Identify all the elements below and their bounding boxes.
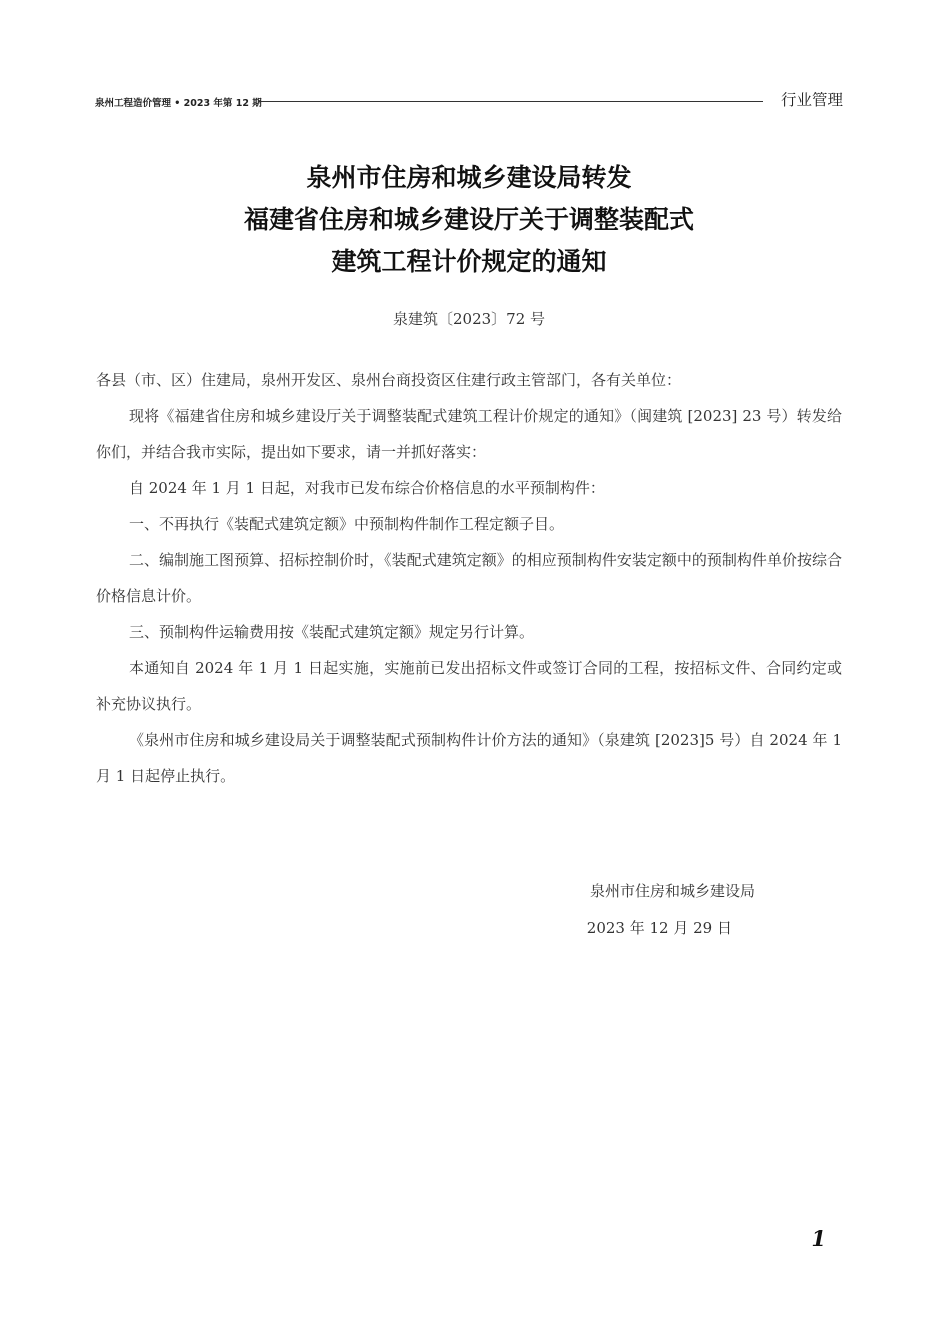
document-body: [96, 362, 842, 794]
document-title: [0, 157, 938, 283]
header-rule: [258, 101, 763, 102]
paragraph-item-3: 三、预制构件运输费用按《装配式建筑定额》规定另行计算。: [129, 623, 535, 641]
paragraph-repeal: 《泉州市住房和城乡建设局关于调整装配式预制构件计价方法的通知》（泉建筑 [2023]5 号）自 2024 年 1 月 1 日起停止执行。: [96, 731, 842, 785]
paragraph-forward: 现将《福建省住房和城乡建设厅关于调整装配式建筑工程计价规定的通知》（闽建筑 [2023] 23 号）转发给你们，并结合我市实际，提出如下要求，请一并抓好落实：: [96, 407, 842, 461]
paragraph-scope: 自 2024 年 1 月 1 日起，对我市已发布综合价格信息的水平预制构件：: [129, 479, 605, 497]
title-line-3: 建筑工程计价规定的通知: [331, 247, 607, 276]
page-number: 1: [811, 1226, 826, 1251]
salutation: 各县（市、区）住建局，泉州开发区、泉州台商投资区住建行政主管部门，各有关单位：: [96, 371, 682, 389]
document-number: 泉建筑〔2023〕72 号: [392, 310, 546, 328]
page-header: [95, 88, 843, 112]
title-line-2: 福建省住房和城乡建设厅关于调整装配式: [243, 205, 694, 234]
section-label: 行业管理: [780, 91, 843, 109]
signature-organization: 泉州市住房和城乡建设局: [589, 882, 755, 900]
title-line-1: 泉州市住房和城乡建设局转发: [306, 163, 632, 192]
signature-date: 2023 年 12 月 29 日: [586, 919, 732, 937]
paragraph-effective: 本通知自 2024 年 1 月 1 日起实施，实施前已发出招标文件或签订合同的工程，按招标文件、合同约定或补充协议执行。: [96, 659, 842, 713]
journal-issue-label: 泉州工程造价管理 • 2023 年第 12 期: [95, 98, 262, 109]
paragraph-item-1: 一、不再执行《装配式建筑定额》中预制构件制作工程定额子目。: [129, 515, 565, 533]
paragraph-item-2: 二、编制施工图预算、招标控制价时，《装配式建筑定额》的相应预制构件安装定额中的预制构件单价按综合价格信息计价。: [96, 551, 842, 605]
